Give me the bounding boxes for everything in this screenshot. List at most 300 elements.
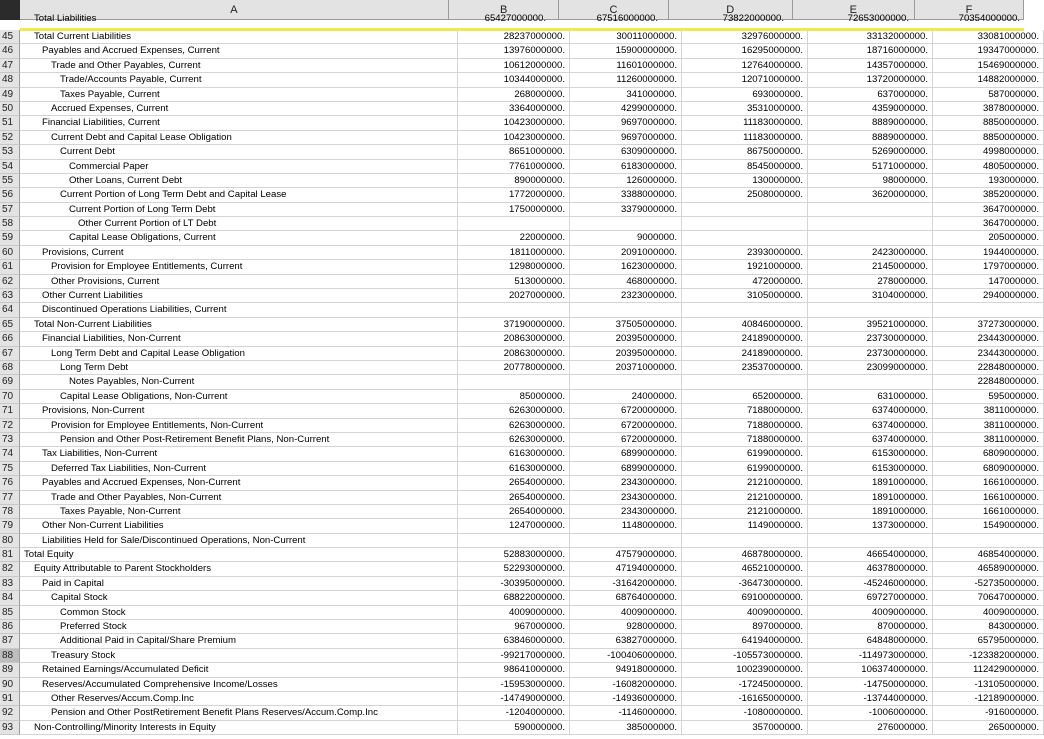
row-header[interactable]: 73 xyxy=(0,433,20,447)
value-cell[interactable]: 64194000000. xyxy=(682,634,808,648)
row-header[interactable]: 74 xyxy=(0,447,20,461)
value-cell[interactable]: 46654000000. xyxy=(808,548,933,562)
value-cell[interactable]: 6720000000. xyxy=(570,433,682,447)
label-cell[interactable]: Current Portion of Long Term Debt and Capital Lease xyxy=(20,188,458,202)
label-cell[interactable]: Pension and Other PostRetirement Benefit Plans Reserves/Accum.Comp.Inc xyxy=(20,706,458,720)
value-cell[interactable]: 7188000000. xyxy=(682,433,808,447)
value-cell[interactable]: 2654000000. xyxy=(458,505,570,519)
value-cell[interactable]: 6163000000. xyxy=(458,462,570,476)
value-cell[interactable]: -30395000000. xyxy=(458,577,570,591)
row-header[interactable]: 64 xyxy=(0,303,20,317)
value-cell[interactable]: 6809000000. xyxy=(933,462,1044,476)
value-cell[interactable]: 587000000. xyxy=(933,88,1044,102)
value-cell[interactable]: 1623000000. xyxy=(570,260,682,274)
row-header[interactable]: 71 xyxy=(0,404,20,418)
row-header[interactable]: 75 xyxy=(0,462,20,476)
value-cell[interactable]: 265000000. xyxy=(933,721,1044,735)
value-cell[interactable] xyxy=(808,217,933,231)
label-cell[interactable]: Total Equity xyxy=(20,548,458,562)
value-cell[interactable]: 94918000000. xyxy=(570,663,682,677)
label-cell[interactable]: Long Term Debt xyxy=(20,361,458,375)
value-cell[interactable]: 14357000000. xyxy=(808,59,933,73)
value-cell[interactable] xyxy=(458,217,570,231)
label-cell[interactable]: Additional Paid in Capital/Share Premium xyxy=(20,634,458,648)
value-cell[interactable]: 8889000000. xyxy=(808,131,933,145)
row-header[interactable]: 48 xyxy=(0,73,20,87)
value-cell[interactable]: -13744000000. xyxy=(808,692,933,706)
row-header[interactable]: 47 xyxy=(0,59,20,73)
value-cell[interactable]: 652000000. xyxy=(682,390,808,404)
value-cell[interactable]: 890000000. xyxy=(458,174,570,188)
value-cell[interactable]: 928000000. xyxy=(570,620,682,634)
value-cell[interactable]: -14936000000. xyxy=(570,692,682,706)
label-cell[interactable]: Other Loans, Current Debt xyxy=(20,174,458,188)
row-header[interactable]: 50 xyxy=(0,102,20,116)
value-cell[interactable]: 193000000. xyxy=(933,174,1044,188)
select-all-corner[interactable] xyxy=(0,0,20,20)
value-cell[interactable]: 11260000000. xyxy=(570,73,682,87)
value-cell[interactable]: 595000000. xyxy=(933,390,1044,404)
row-header[interactable]: 57 xyxy=(0,203,20,217)
value-cell[interactable] xyxy=(808,534,933,548)
value-cell[interactable]: 15469000000. xyxy=(933,59,1044,73)
value-cell[interactable]: 11183000000. xyxy=(682,131,808,145)
value-cell[interactable]: 63827000000. xyxy=(570,634,682,648)
label-cell[interactable]: Provision for Employee Entitlements, Current xyxy=(20,260,458,274)
value-cell[interactable]: 2145000000. xyxy=(808,260,933,274)
value-cell[interactable]: 967000000. xyxy=(458,620,570,634)
value-cell[interactable]: -14750000000. xyxy=(808,678,933,692)
value-cell[interactable]: 69100000000. xyxy=(682,591,808,605)
value-cell[interactable]: -31642000000. xyxy=(570,577,682,591)
value-cell[interactable]: 16295000000. xyxy=(682,44,808,58)
value-cell[interactable]: -114973000000. xyxy=(808,649,933,663)
row-header[interactable]: 77 xyxy=(0,491,20,505)
row-header[interactable]: 62 xyxy=(0,275,20,289)
value-cell[interactable]: 6263000000. xyxy=(458,419,570,433)
value-cell[interactable] xyxy=(808,231,933,245)
value-cell[interactable]: 2121000000. xyxy=(682,505,808,519)
value-cell[interactable]: 3104000000. xyxy=(808,289,933,303)
value-cell[interactable]: 3620000000. xyxy=(808,188,933,202)
value-cell[interactable]: -52735000000. xyxy=(933,577,1044,591)
value-cell[interactable]: -12189000000. xyxy=(933,692,1044,706)
value-cell[interactable]: 3811000000. xyxy=(933,419,1044,433)
row-header[interactable]: 91 xyxy=(0,692,20,706)
value-cell[interactable]: 9000000. xyxy=(570,231,682,245)
value-cell[interactable]: 1750000000. xyxy=(458,203,570,217)
value-cell[interactable]: 52883000000. xyxy=(458,548,570,562)
value-cell[interactable]: 64848000000. xyxy=(808,634,933,648)
value-cell[interactable]: 6153000000. xyxy=(808,447,933,461)
row-header[interactable]: 89 xyxy=(0,663,20,677)
value-cell[interactable]: 37273000000. xyxy=(933,318,1044,332)
value-cell[interactable]: 1891000000. xyxy=(808,476,933,490)
row-header[interactable]: 46 xyxy=(0,44,20,58)
value-cell[interactable]: 6309000000. xyxy=(570,145,682,159)
value-cell[interactable]: 631000000. xyxy=(808,390,933,404)
row-header[interactable]: 55 xyxy=(0,174,20,188)
row-header[interactable]: 68 xyxy=(0,361,20,375)
label-cell[interactable]: Retained Earnings/Accumulated Deficit xyxy=(20,663,458,677)
value-cell[interactable]: 23537000000. xyxy=(682,361,808,375)
value-cell[interactable]: 147000000. xyxy=(933,275,1044,289)
value-cell[interactable]: 1373000000. xyxy=(808,519,933,533)
value-cell[interactable]: -16082000000. xyxy=(570,678,682,692)
value-cell[interactable]: 15900000000. xyxy=(570,44,682,58)
value-cell[interactable]: 4009000000. xyxy=(808,606,933,620)
label-cell[interactable]: Treasury Stock xyxy=(20,649,458,663)
value-cell[interactable]: 46378000000. xyxy=(808,562,933,576)
row-header[interactable]: 90 xyxy=(0,678,20,692)
value-cell[interactable]: 6153000000. xyxy=(808,462,933,476)
value-cell[interactable]: 23443000000. xyxy=(933,347,1044,361)
value-cell[interactable]: 100239000000. xyxy=(682,663,808,677)
value-cell[interactable]: 1148000000. xyxy=(570,519,682,533)
value-cell[interactable]: 3811000000. xyxy=(933,433,1044,447)
value-cell[interactable]: 70647000000. xyxy=(933,591,1044,605)
value-cell[interactable]: 37505000000. xyxy=(570,318,682,332)
value-cell[interactable]: 2940000000. xyxy=(933,289,1044,303)
value-cell[interactable]: 30011000000. xyxy=(570,30,682,44)
row-header[interactable]: 65 xyxy=(0,318,20,332)
value-cell[interactable]: 2121000000. xyxy=(682,476,808,490)
value-cell[interactable]: 6374000000. xyxy=(808,404,933,418)
value-cell[interactable]: 468000000. xyxy=(570,275,682,289)
value-cell[interactable]: -916000000. xyxy=(933,706,1044,720)
value-cell[interactable]: 63846000000. xyxy=(458,634,570,648)
value-cell[interactable]: 2091000000. xyxy=(570,246,682,260)
value-cell[interactable] xyxy=(682,303,808,317)
row-header[interactable]: 61 xyxy=(0,260,20,274)
row-header[interactable]: 49 xyxy=(0,88,20,102)
value-cell[interactable]: 10612000000. xyxy=(458,59,570,73)
value-cell[interactable]: 9697000000. xyxy=(570,131,682,145)
label-cell[interactable]: Equity Attributable to Parent Stockholders xyxy=(20,562,458,576)
value-cell[interactable]: 20863000000. xyxy=(458,332,570,346)
column-header-e[interactable]: E xyxy=(793,0,916,20)
value-cell[interactable]: 8675000000. xyxy=(682,145,808,159)
value-cell[interactable]: 126000000. xyxy=(570,174,682,188)
value-cell[interactable]: 590000000. xyxy=(458,721,570,735)
value-cell[interactable]: 8850000000. xyxy=(933,131,1044,145)
value-cell[interactable]: 6374000000. xyxy=(808,419,933,433)
value-cell[interactable]: 1298000000. xyxy=(458,260,570,274)
label-cell[interactable]: Other Current Portion of LT Debt xyxy=(20,217,458,231)
row-header[interactable]: 72 xyxy=(0,419,20,433)
value-cell[interactable]: 6163000000. xyxy=(458,447,570,461)
value-cell[interactable] xyxy=(570,217,682,231)
value-cell[interactable]: 22848000000. xyxy=(933,375,1044,389)
value-cell[interactable]: 7188000000. xyxy=(682,419,808,433)
value-cell[interactable]: -36473000000. xyxy=(682,577,808,591)
value-cell[interactable]: 637000000. xyxy=(808,88,933,102)
value-cell[interactable]: 6809000000. xyxy=(933,447,1044,461)
value-cell[interactable]: 1772000000. xyxy=(458,188,570,202)
value-cell[interactable]: 1811000000. xyxy=(458,246,570,260)
value-cell[interactable]: 278000000. xyxy=(808,275,933,289)
value-cell[interactable]: 6720000000. xyxy=(570,419,682,433)
value-cell[interactable]: -13105000000. xyxy=(933,678,1044,692)
value-cell[interactable]: 11183000000. xyxy=(682,116,808,130)
value-cell[interactable]: 85000000. xyxy=(458,390,570,404)
value-cell[interactable]: 6199000000. xyxy=(682,447,808,461)
value-cell[interactable]: 472000000. xyxy=(682,275,808,289)
row-header[interactable]: 93 xyxy=(0,721,20,735)
value-cell[interactable]: 24189000000. xyxy=(682,332,808,346)
value-cell[interactable]: 1891000000. xyxy=(808,505,933,519)
value-cell[interactable]: 205000000. xyxy=(933,231,1044,245)
row-header[interactable]: 70 xyxy=(0,390,20,404)
column-header-d[interactable]: D xyxy=(669,0,793,20)
value-cell[interactable]: -16165000000. xyxy=(682,692,808,706)
value-cell[interactable]: 10344000000. xyxy=(458,73,570,87)
value-cell[interactable]: -1204000000. xyxy=(458,706,570,720)
value-cell[interactable]: 39521000000. xyxy=(808,318,933,332)
row-header[interactable]: 69 xyxy=(0,375,20,389)
value-cell[interactable]: 1944000000. xyxy=(933,246,1044,260)
value-cell[interactable]: 20395000000. xyxy=(570,347,682,361)
value-cell[interactable]: -123382000000. xyxy=(933,649,1044,663)
value-cell[interactable] xyxy=(682,217,808,231)
row-header[interactable]: 53 xyxy=(0,145,20,159)
row-header[interactable]: 58 xyxy=(0,217,20,231)
label-cell[interactable]: Tax Liabilities, Non-Current xyxy=(20,447,458,461)
value-cell[interactable] xyxy=(458,375,570,389)
value-cell[interactable]: -100406000000. xyxy=(570,649,682,663)
value-cell[interactable]: 2027000000. xyxy=(458,289,570,303)
value-cell[interactable]: 11601000000. xyxy=(570,59,682,73)
value-cell[interactable]: 112429000000. xyxy=(933,663,1044,677)
value-cell[interactable]: 46878000000. xyxy=(682,548,808,562)
value-cell[interactable] xyxy=(570,534,682,548)
value-cell[interactable]: -15953000000. xyxy=(458,678,570,692)
row-header[interactable]: 85 xyxy=(0,606,20,620)
value-cell[interactable]: 28237000000. xyxy=(458,30,570,44)
label-cell[interactable]: Preferred Stock xyxy=(20,620,458,634)
value-cell[interactable]: 68822000000. xyxy=(458,591,570,605)
value-cell[interactable]: 46589000000. xyxy=(933,562,1044,576)
label-cell[interactable]: Trade and Other Payables, Current xyxy=(20,59,458,73)
label-cell[interactable]: Paid in Capital xyxy=(20,577,458,591)
value-cell[interactable] xyxy=(933,534,1044,548)
row-header[interactable]: 84 xyxy=(0,591,20,605)
value-cell[interactable]: 276000000. xyxy=(808,721,933,735)
value-cell[interactable]: 2393000000. xyxy=(682,246,808,260)
value-cell[interactable]: 268000000. xyxy=(458,88,570,102)
label-cell[interactable]: Long Term Debt and Capital Lease Obligation xyxy=(20,347,458,361)
value-cell[interactable]: 2323000000. xyxy=(570,289,682,303)
row-header[interactable]: 45 xyxy=(0,30,20,44)
value-cell[interactable] xyxy=(933,303,1044,317)
value-cell[interactable]: 843000000. xyxy=(933,620,1044,634)
value-cell[interactable]: 1661000000. xyxy=(933,505,1044,519)
value-cell[interactable]: 68764000000. xyxy=(570,591,682,605)
value-cell[interactable] xyxy=(570,303,682,317)
value-cell[interactable]: 23443000000. xyxy=(933,332,1044,346)
value-cell[interactable] xyxy=(682,231,808,245)
value-cell[interactable]: 4009000000. xyxy=(570,606,682,620)
label-cell[interactable]: Financial Liabilities, Non-Current xyxy=(20,332,458,346)
value-cell[interactable]: -1080000000. xyxy=(682,706,808,720)
label-cell[interactable]: Notes Payables, Non-Current xyxy=(20,375,458,389)
value-cell[interactable]: 8850000000. xyxy=(933,116,1044,130)
label-cell[interactable]: Trade and Other Payables, Non-Current xyxy=(20,491,458,505)
row-header[interactable]: 88 xyxy=(0,649,20,663)
row-header[interactable]: 87 xyxy=(0,634,20,648)
value-cell[interactable]: 1149000000. xyxy=(682,519,808,533)
value-cell[interactable] xyxy=(682,534,808,548)
value-cell[interactable]: 4299000000. xyxy=(570,102,682,116)
value-cell[interactable]: 20778000000. xyxy=(458,361,570,375)
value-cell[interactable]: 870000000. xyxy=(808,620,933,634)
label-cell[interactable]: Trade/Accounts Payable, Current xyxy=(20,73,458,87)
row-header[interactable]: 79 xyxy=(0,519,20,533)
label-cell[interactable]: Other Current Liabilities xyxy=(20,289,458,303)
row-header[interactable]: 92 xyxy=(0,706,20,720)
row-header[interactable]: 52 xyxy=(0,131,20,145)
row-header[interactable]: 82 xyxy=(0,562,20,576)
value-cell[interactable]: 341000000. xyxy=(570,88,682,102)
value-cell[interactable]: 6720000000. xyxy=(570,404,682,418)
value-cell[interactable]: 106374000000. xyxy=(808,663,933,677)
row-header[interactable]: 56 xyxy=(0,188,20,202)
value-cell[interactable]: 20371000000. xyxy=(570,361,682,375)
label-cell[interactable]: Pension and Other Post-Retirement Benefit Plans, Non-Current xyxy=(20,433,458,447)
value-cell[interactable]: 130000000. xyxy=(682,174,808,188)
row-header[interactable]: 67 xyxy=(0,347,20,361)
value-cell[interactable]: 3878000000. xyxy=(933,102,1044,116)
value-cell[interactable]: 20395000000. xyxy=(570,332,682,346)
value-cell[interactable]: 2423000000. xyxy=(808,246,933,260)
row-header[interactable]: 54 xyxy=(0,160,20,174)
value-cell[interactable]: 693000000. xyxy=(682,88,808,102)
label-cell[interactable]: Total Non-Current Liabilities xyxy=(20,318,458,332)
row-header[interactable]: 51 xyxy=(0,116,20,130)
value-cell[interactable]: 46521000000. xyxy=(682,562,808,576)
value-cell[interactable]: 2654000000. xyxy=(458,476,570,490)
value-cell[interactable]: 3379000000. xyxy=(570,203,682,217)
value-cell[interactable]: 24000000. xyxy=(570,390,682,404)
value-cell[interactable]: 385000000. xyxy=(570,721,682,735)
value-cell[interactable]: 3852000000. xyxy=(933,188,1044,202)
value-cell[interactable]: 13720000000. xyxy=(808,73,933,87)
column-header-a[interactable]: A xyxy=(20,0,450,20)
value-cell[interactable]: 47194000000. xyxy=(570,562,682,576)
value-cell[interactable]: 10423000000. xyxy=(458,131,570,145)
value-cell[interactable]: 4009000000. xyxy=(933,606,1044,620)
value-cell[interactable]: 69727000000. xyxy=(808,591,933,605)
value-cell[interactable]: 8889000000. xyxy=(808,116,933,130)
value-cell[interactable]: -17245000000. xyxy=(682,678,808,692)
value-cell[interactable]: -105573000000. xyxy=(682,649,808,663)
value-cell[interactable]: 4009000000. xyxy=(458,606,570,620)
row-header[interactable]: 63 xyxy=(0,289,20,303)
value-cell[interactable]: 7188000000. xyxy=(682,404,808,418)
value-cell[interactable]: 18716000000. xyxy=(808,44,933,58)
value-cell[interactable]: 9697000000. xyxy=(570,116,682,130)
value-cell[interactable]: -99217000000. xyxy=(458,649,570,663)
value-cell[interactable]: 23730000000. xyxy=(808,332,933,346)
value-cell[interactable]: 513000000. xyxy=(458,275,570,289)
value-cell[interactable] xyxy=(808,303,933,317)
value-cell[interactable]: 12764000000. xyxy=(682,59,808,73)
row-header[interactable]: 81 xyxy=(0,548,20,562)
value-cell[interactable]: 3364000000. xyxy=(458,102,570,116)
value-cell[interactable]: 6199000000. xyxy=(682,462,808,476)
label-cell[interactable]: Deferred Tax Liabilities, Non-Current xyxy=(20,462,458,476)
value-cell[interactable]: 1921000000. xyxy=(682,260,808,274)
value-cell[interactable]: 33081000000. xyxy=(933,30,1044,44)
value-cell[interactable]: 4998000000. xyxy=(933,145,1044,159)
value-cell[interactable]: 23730000000. xyxy=(808,347,933,361)
label-cell[interactable]: Payables and Accrued Expenses, Current xyxy=(20,44,458,58)
value-cell[interactable]: 4009000000. xyxy=(682,606,808,620)
value-cell[interactable]: 12071000000. xyxy=(682,73,808,87)
value-cell[interactable]: 22000000. xyxy=(458,231,570,245)
value-cell[interactable] xyxy=(682,375,808,389)
value-cell[interactable]: 10423000000. xyxy=(458,116,570,130)
column-header-f[interactable]: F xyxy=(915,0,1024,20)
value-cell[interactable]: 2654000000. xyxy=(458,491,570,505)
value-cell[interactable]: -1146000000. xyxy=(570,706,682,720)
value-cell[interactable]: 1797000000. xyxy=(933,260,1044,274)
value-cell[interactable]: 8651000000. xyxy=(458,145,570,159)
label-cell[interactable]: Other Reserves/Accum.Comp.Inc xyxy=(20,692,458,706)
label-cell[interactable]: Common Stock xyxy=(20,606,458,620)
value-cell[interactable]: 3105000000. xyxy=(682,289,808,303)
value-cell[interactable]: 6263000000. xyxy=(458,433,570,447)
value-cell[interactable]: 6899000000. xyxy=(570,447,682,461)
value-cell[interactable]: -1006000000. xyxy=(808,706,933,720)
row-header[interactable]: 76 xyxy=(0,476,20,490)
row-header[interactable]: 86 xyxy=(0,620,20,634)
value-cell[interactable]: 3388000000. xyxy=(570,188,682,202)
value-cell[interactable]: 1247000000. xyxy=(458,519,570,533)
label-cell[interactable]: Payables and Accrued Expenses, Non-Current xyxy=(20,476,458,490)
value-cell[interactable]: 357000000. xyxy=(682,721,808,735)
value-cell[interactable]: 4359000000. xyxy=(808,102,933,116)
value-cell[interactable]: 5171000000. xyxy=(808,160,933,174)
label-cell[interactable]: Current Portion of Long Term Debt xyxy=(20,203,458,217)
value-cell[interactable]: 13976000000. xyxy=(458,44,570,58)
row-header[interactable]: 59 xyxy=(0,231,20,245)
value-cell[interactable]: 14882000000. xyxy=(933,73,1044,87)
value-cell[interactable]: 19347000000. xyxy=(933,44,1044,58)
label-cell[interactable]: Current Debt and Capital Lease Obligation xyxy=(20,131,458,145)
value-cell[interactable]: 37190000000. xyxy=(458,318,570,332)
label-cell[interactable]: Taxes Payable, Current xyxy=(20,88,458,102)
value-cell[interactable]: 7761000000. xyxy=(458,160,570,174)
label-cell[interactable]: Total Current Liabilities xyxy=(20,30,458,44)
label-cell[interactable]: Capital Stock xyxy=(20,591,458,605)
label-cell[interactable]: Financial Liabilities, Current xyxy=(20,116,458,130)
value-cell[interactable]: 40846000000. xyxy=(682,318,808,332)
value-cell[interactable]: 6899000000. xyxy=(570,462,682,476)
label-cell[interactable]: Commercial Paper xyxy=(20,160,458,174)
label-cell[interactable]: Capital Lease Obligations, Non-Current xyxy=(20,390,458,404)
row-header[interactable]: 66 xyxy=(0,332,20,346)
value-cell[interactable]: 47579000000. xyxy=(570,548,682,562)
value-cell[interactable]: 33132000000. xyxy=(808,30,933,44)
value-cell[interactable]: 22848000000. xyxy=(933,361,1044,375)
label-cell[interactable]: Provision for Employee Entitlements, Non-Current xyxy=(20,419,458,433)
value-cell[interactable]: 20863000000. xyxy=(458,347,570,361)
value-cell[interactable]: 1661000000. xyxy=(933,476,1044,490)
value-cell[interactable]: 1891000000. xyxy=(808,491,933,505)
value-cell[interactable]: 2343000000. xyxy=(570,476,682,490)
value-cell[interactable]: 897000000. xyxy=(682,620,808,634)
